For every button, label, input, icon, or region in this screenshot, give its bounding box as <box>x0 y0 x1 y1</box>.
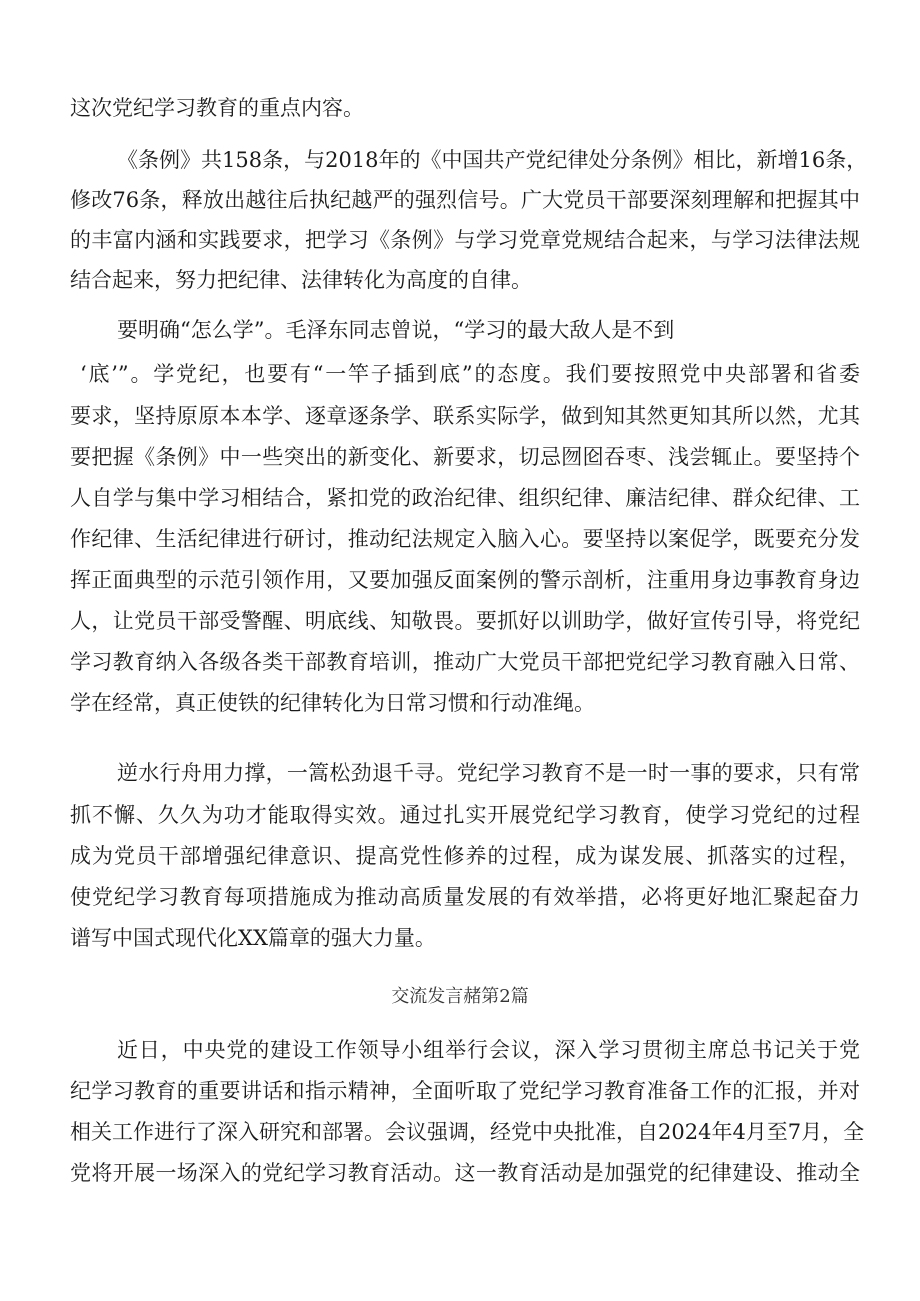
text-line: 学在经常，真正使铁的纪律转化为日常习惯和行动准绳。 <box>70 691 595 715</box>
text-line: 党将开展一场深入的党纪学习教育活动。这一教育活动是加强党的纪律建设、推动全 <box>70 1161 860 1185</box>
text-line: 要明确“怎么学”。毛泽东同志曾说，“学习的最大敌人是不到 <box>117 318 675 342</box>
text-line: ‘底’”。学党纪，也要有“一竿子插到底”的态度。我们要按照党中央部署和省委 <box>80 362 860 386</box>
text-line: 抓不懈、久久为功才能取得实效。通过扎实开展党纪学习教育，使学习党纪的过程 <box>70 803 860 827</box>
section-heading: 交流发言赭第2篇 <box>391 986 529 1007</box>
text-line: 人，让党员干部受警醒、明底线、知敬畏。要抓好以训助学，做好宣传引导，将党纪 <box>70 609 860 633</box>
text-line: 的丰富内涵和实践要求，把学习《条例》与学习党章党规结合起来，与学习法律法规 <box>70 228 860 252</box>
text-line: 作纪律、生活纪律进行研讨，推动纪法规定入脑入心。要坚持以案促学，既要充分发 <box>70 527 860 551</box>
text-line: 要求，坚持原原本本学、逐章逐条学、联系实际学，做到知其然更知其所以然，尤其 <box>70 404 860 428</box>
text-line: 这次党纪学习教育的重点内容。 <box>70 96 364 120</box>
text-line: 纪学习教育的重要讲话和指示精神，全面听取了党纪学习教育准备工作的汇报，并对 <box>70 1079 860 1103</box>
text-line: 学习教育纳入各级各类干部教育培训，推动广大党员干部把党纪学习教育融入日常、 <box>70 650 860 674</box>
text-line: 使党纪学习教育每项措施成为推动高质量发展的有效举措，必将更好地汇聚起奋力 <box>70 885 860 909</box>
text-line: 近日，中央党的建设工作领导小组举行会议，深入学习贯彻主席总书记关于党 <box>117 1038 860 1062</box>
text-line: 要把握《条例》中一些突出的新变化、新要求，切忌囫囵吞枣、浅尝辄止。要坚持个 <box>70 445 860 469</box>
text-line: 逆水行舟用力撑，一篙松劲退千寻。党纪学习教育不是一时一事的要求，只有常 <box>117 761 860 785</box>
text-line: 《条例》共158条，与2018年的《中国共产党纪律处分条例》相比，新增16条， <box>117 148 868 172</box>
text-line: 谱写中国式现代化XX篇章的强大力量。 <box>70 926 436 950</box>
text-line: 挥正面典型的示范引领作用，又要加强反面案例的警示剖析，注重用身边事教育身边 <box>70 568 860 592</box>
text-line: 结合起来，努力把纪律、法律转化为高度的自律。 <box>70 268 532 292</box>
text-line: 修改76条，释放出越往后执纪越严的强烈信号。广大党员干部要深刻理解和把握其中 <box>70 188 860 212</box>
text-line: 人自学与集中学习相结合，紧扣党的政治纪律、组织纪律、廉洁纪律、群众纪律、工 <box>70 486 860 510</box>
text-line: 相关工作进行了深入研究和部署。会议强调，经党中央批准，自2024年4月至7月，全 <box>70 1120 865 1144</box>
text-line: 成为党员干部增强纪律意识、提高党性修养的过程，成为谋发展、抓落实的过程， <box>70 844 860 868</box>
